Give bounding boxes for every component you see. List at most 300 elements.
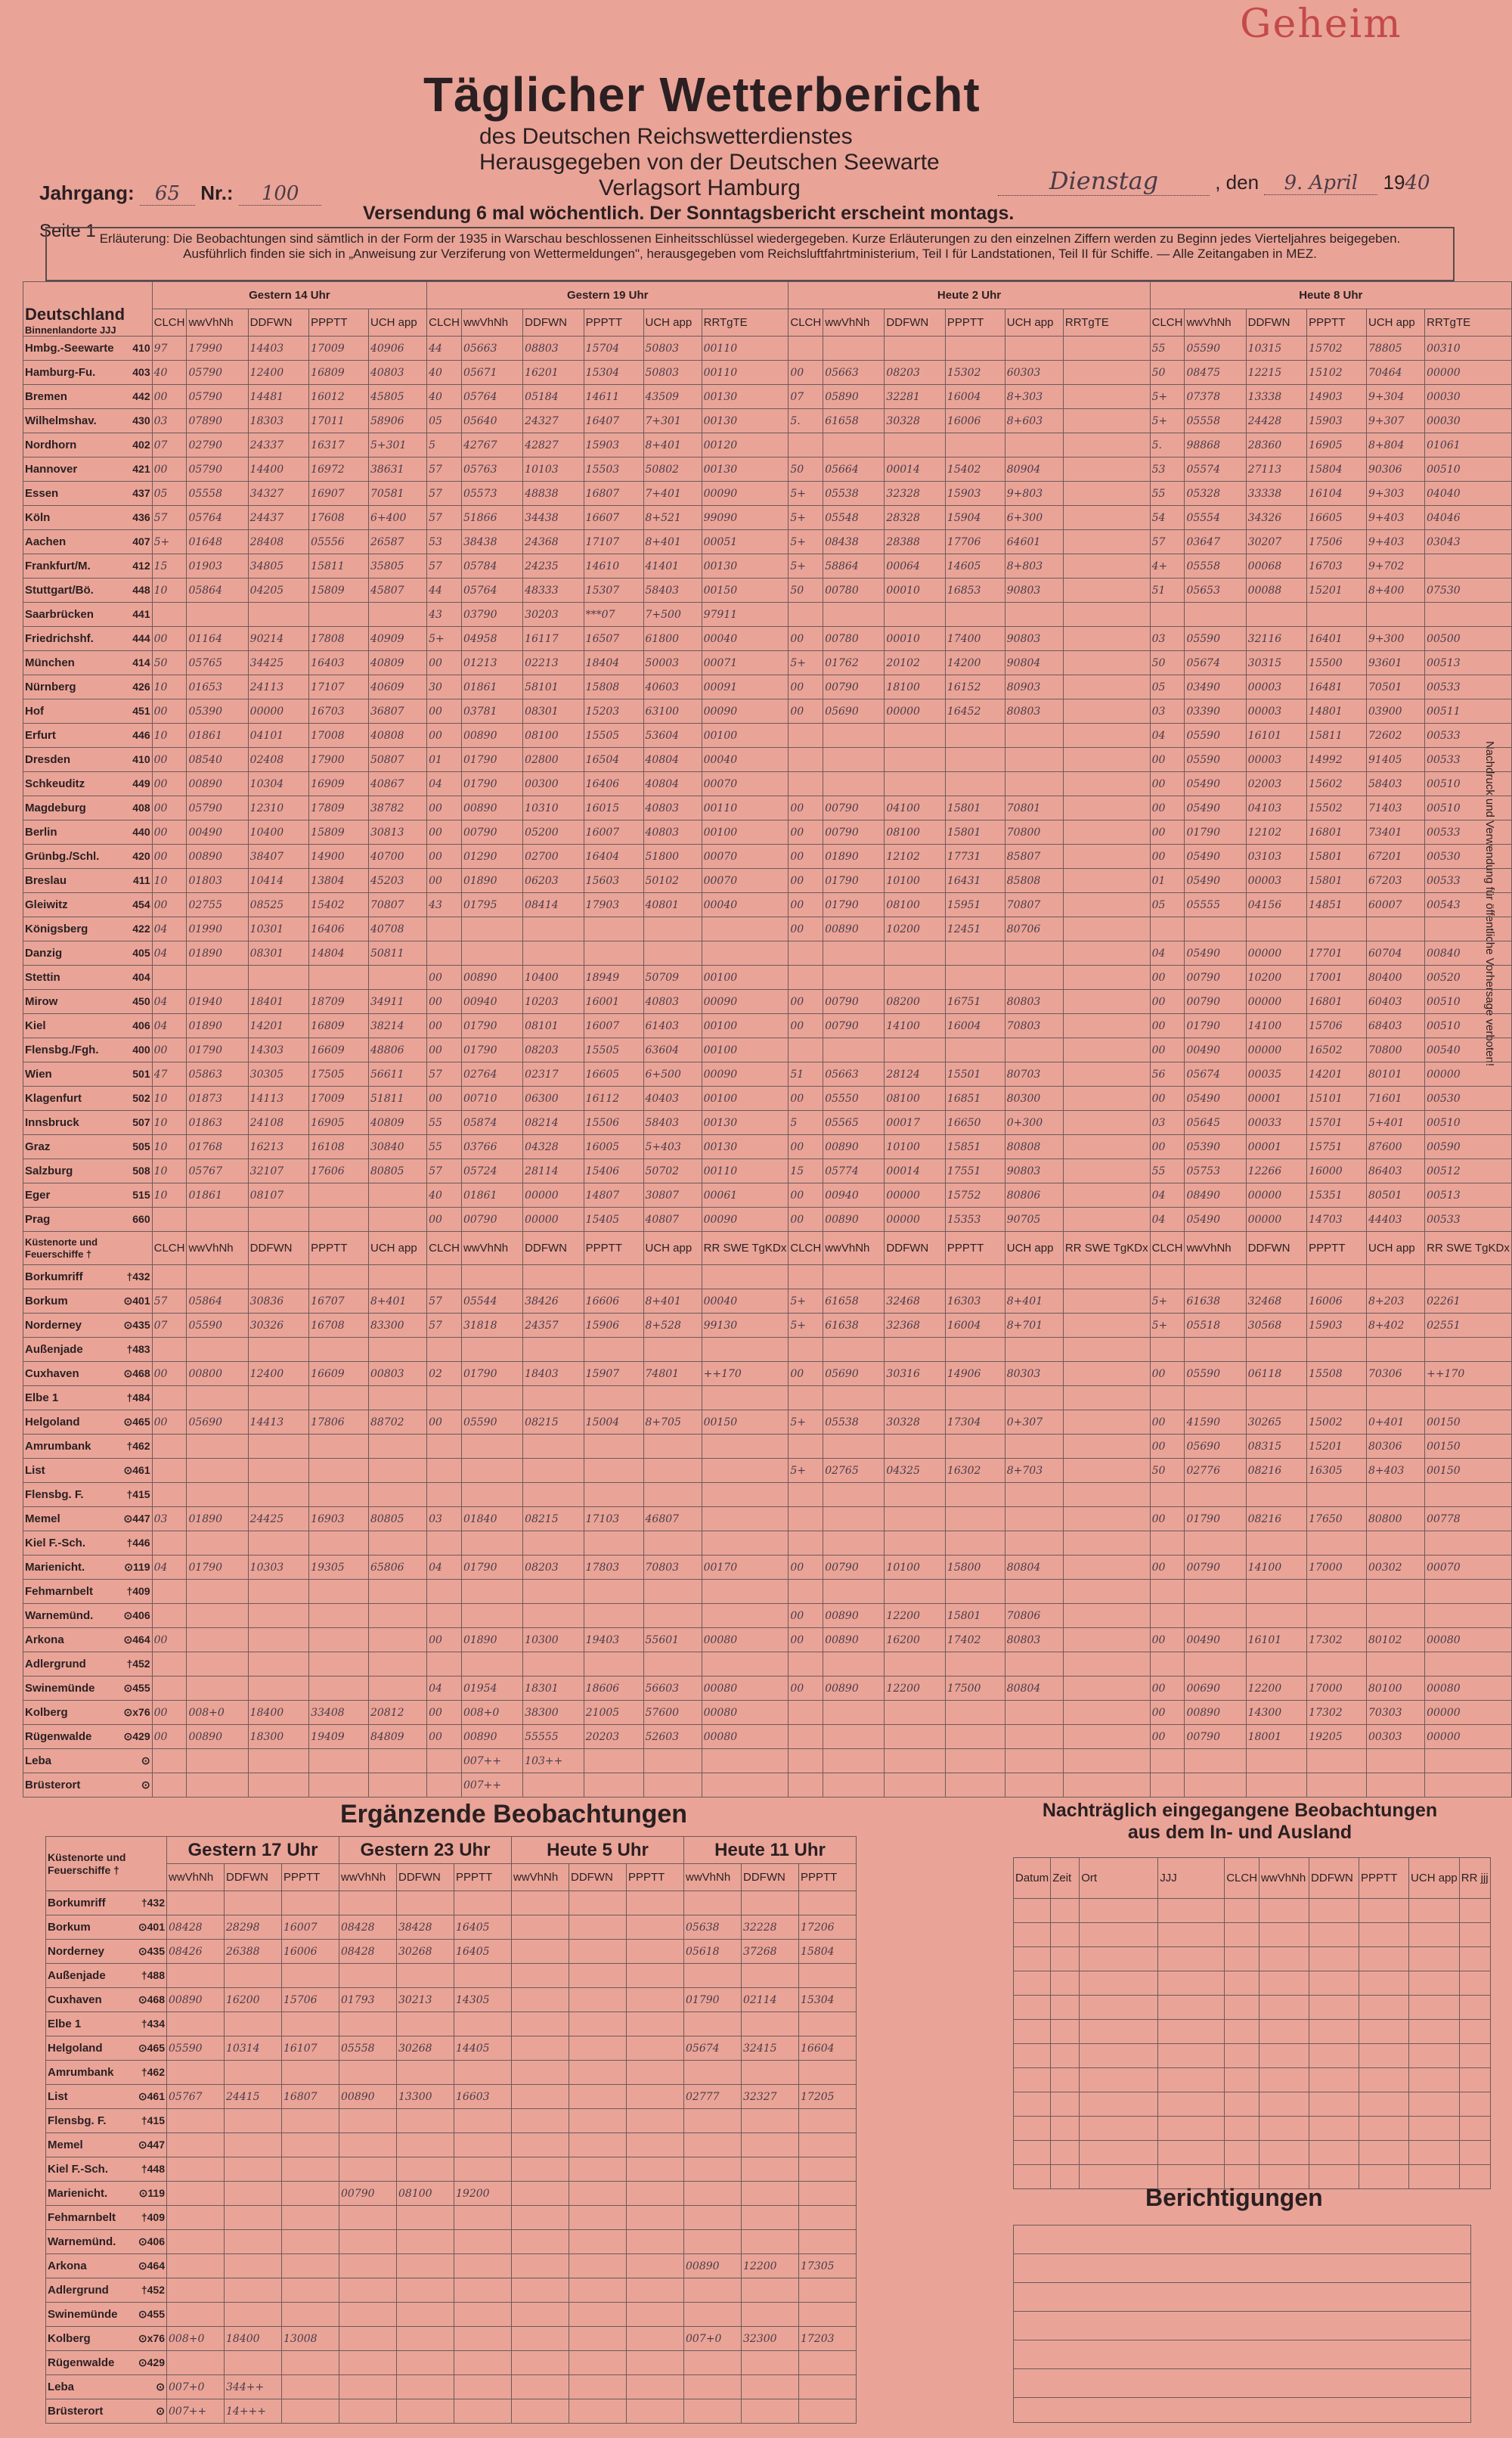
station-name-cell — [23, 1580, 153, 1604]
obs-cell: 14201 — [248, 1014, 308, 1038]
late-cell — [1309, 1971, 1359, 1996]
station-code: 421 — [132, 463, 150, 475]
obs-cell: 30836 — [248, 1289, 308, 1314]
obs-cell — [789, 724, 823, 748]
obs-cell — [1005, 1265, 1063, 1289]
obs-cell: 00890 — [187, 845, 248, 869]
supp-station-row — [46, 2230, 857, 2254]
obs-cell: 86403 — [1367, 1159, 1425, 1183]
station-name: Aachen — [25, 535, 67, 548]
obs-cell: 5+301 — [369, 433, 427, 458]
obs-cell: 00150 — [1425, 1459, 1512, 1483]
supp-station-name: Kiel F.-Sch. — [48, 2163, 109, 2176]
obs-cell: 80904 — [1005, 458, 1063, 482]
station-name-cell — [23, 482, 153, 506]
supp-obs-cell — [684, 1964, 742, 1988]
obs-cell: 16502 — [1307, 1038, 1367, 1062]
main-col-header: CLCH — [152, 309, 187, 337]
obs-cell: 9+304 — [1367, 385, 1425, 409]
obs-cell — [643, 1604, 702, 1628]
obs-cell: 9+403 — [1367, 530, 1425, 554]
obs-cell: 103++ — [523, 1749, 584, 1773]
obs-cell: 35805 — [369, 554, 427, 578]
supp-obs-cell: 05674 — [684, 2036, 742, 2061]
obs-cell — [1063, 1062, 1150, 1087]
station-row — [23, 409, 1512, 433]
obs-cell: 00080 — [1425, 1677, 1512, 1701]
supp-obs-cell — [512, 2206, 569, 2230]
obs-cell: 24425 — [248, 1507, 308, 1531]
obs-cell: 40809 — [369, 1111, 427, 1135]
obs-cell: 00533 — [1425, 1208, 1512, 1232]
obs-cell: 00 — [789, 820, 823, 845]
obs-cell: 16302 — [945, 1459, 1005, 1483]
supp-obs-cell: 16405 — [454, 1915, 512, 1940]
obs-cell: 8+701 — [1005, 1314, 1063, 1338]
obs-cell: 8+703 — [1005, 1459, 1063, 1483]
obs-cell: 05764 — [461, 385, 522, 409]
station-row — [23, 1265, 1512, 1289]
supp-station-name-cell — [46, 2182, 167, 2206]
obs-cell — [823, 1580, 885, 1604]
supp-obs-cell: 16603 — [454, 2085, 512, 2109]
station-name: Dresden — [25, 753, 71, 766]
obs-cell: 10304 — [248, 772, 308, 796]
supp-obs-cell — [799, 2303, 857, 2327]
obs-cell: 00 — [1150, 1701, 1185, 1725]
obs-cell: 00 — [1150, 1038, 1185, 1062]
late-cell — [1158, 1923, 1225, 1947]
supp-obs-cell — [684, 1891, 742, 1915]
obs-cell — [369, 1604, 427, 1628]
supp-obs-cell — [512, 2085, 569, 2109]
coast-col-header: PPPTT — [584, 1232, 643, 1265]
supp-obs-cell: 007+0 — [167, 2375, 225, 2399]
late-obs-title-1: Nachträglich eingegangene Beobachtungen — [1042, 1800, 1438, 1821]
station-name-cell — [23, 1725, 153, 1749]
obs-cell: 00 — [152, 458, 187, 482]
obs-cell: 05558 — [1185, 409, 1246, 433]
obs-cell: 00000 — [1425, 361, 1512, 385]
obs-cell: 15704 — [584, 337, 643, 361]
obs-cell: 15201 — [1307, 578, 1367, 603]
obs-cell: 57 — [427, 1159, 462, 1183]
obs-cell: 04 — [1150, 724, 1185, 748]
supp-obs-cell: 16107 — [282, 2036, 339, 2061]
station-row — [23, 796, 1512, 820]
obs-cell: 15203 — [584, 699, 643, 724]
obs-cell: 45203 — [369, 869, 427, 893]
station-code: 414 — [132, 656, 150, 668]
main-col-header: CLCH — [427, 309, 462, 337]
obs-cell — [1063, 1289, 1150, 1314]
obs-cell: 17806 — [309, 1410, 369, 1435]
supp-obs-cell — [397, 2206, 454, 2230]
supp-obs-cell — [339, 2061, 397, 2085]
late-cell — [1014, 2141, 1051, 2165]
station-name-cell — [23, 990, 153, 1014]
obs-cell: 08438 — [823, 530, 885, 554]
station-code: 442 — [132, 390, 150, 402]
supp-col-header: PPPTT — [454, 1864, 512, 1891]
obs-cell: 74801 — [643, 1362, 702, 1386]
station-name: Bremen — [25, 390, 67, 403]
obs-cell: 00510 — [1425, 1014, 1512, 1038]
late-cell — [1225, 1971, 1259, 1996]
obs-cell — [1307, 1773, 1367, 1797]
obs-cell: 01790 — [1185, 1507, 1246, 1531]
supp-obs-cell — [454, 2157, 512, 2182]
jahrgang-row — [39, 181, 321, 205]
obs-cell — [1063, 554, 1150, 578]
late-cell — [1080, 2117, 1158, 2141]
obs-cell: 00790 — [823, 1556, 885, 1580]
obs-cell: 80803 — [1005, 1628, 1063, 1652]
station-code: 440 — [132, 826, 150, 838]
obs-cell — [187, 1338, 248, 1362]
obs-cell: 00000 — [1246, 1183, 1306, 1208]
obs-cell — [152, 1580, 187, 1604]
supp-station-name: Swinemünde — [48, 2308, 118, 2321]
obs-cell: 17650 — [1307, 1507, 1367, 1531]
obs-cell — [1246, 1531, 1306, 1556]
late-cell — [1459, 2117, 1490, 2141]
obs-cell: 00 — [789, 1604, 823, 1628]
obs-cell: 05 — [1150, 893, 1185, 917]
obs-cell — [702, 1435, 789, 1459]
obs-cell: 80306 — [1367, 1435, 1425, 1459]
obs-cell: 80800 — [1367, 1507, 1425, 1531]
station-code: ⊙119 — [124, 1561, 150, 1573]
obs-cell — [523, 1580, 584, 1604]
late-cell — [1459, 1996, 1490, 2020]
obs-cell: 00778 — [1425, 1507, 1512, 1531]
obs-cell: 05764 — [461, 578, 522, 603]
supp-station-name: List — [48, 2090, 68, 2103]
obs-cell: 38782 — [369, 796, 427, 820]
obs-cell: 00790 — [823, 1014, 885, 1038]
obs-cell: 00090 — [702, 482, 789, 506]
obs-cell — [1367, 1652, 1425, 1677]
obs-cell — [1185, 603, 1246, 627]
late-col-header: Ort — [1080, 1858, 1158, 1899]
obs-cell — [369, 1580, 427, 1604]
station-code: †415 — [126, 1488, 150, 1500]
obs-cell: 17000 — [1307, 1556, 1367, 1580]
obs-cell — [823, 337, 885, 361]
supp-obs-cell — [454, 2109, 512, 2133]
supp-obs-cell — [684, 2351, 742, 2375]
obs-cell: 70464 — [1367, 361, 1425, 385]
supp-obs-cell — [167, 2061, 225, 2085]
obs-cell — [945, 1701, 1005, 1725]
obs-cell: 00000 — [1246, 990, 1306, 1014]
station-name: Hof — [25, 705, 44, 718]
obs-cell — [427, 1265, 462, 1289]
obs-cell: 08475 — [1185, 361, 1246, 385]
obs-cell: 00 — [427, 990, 462, 1014]
obs-cell — [885, 941, 945, 966]
supp-obs-cell — [627, 2157, 684, 2182]
obs-cell — [643, 941, 702, 966]
obs-cell: 17302 — [1307, 1701, 1367, 1725]
obs-cell: 64601 — [1005, 530, 1063, 554]
obs-cell — [584, 1338, 643, 1362]
obs-cell: 38407 — [248, 845, 308, 869]
obs-cell: 15508 — [1307, 1362, 1367, 1386]
station-row — [23, 1507, 1512, 1531]
obs-cell — [584, 1749, 643, 1773]
supp-obs-cell — [339, 2375, 397, 2399]
obs-cell — [309, 1338, 369, 1362]
late-cell — [1158, 1947, 1225, 1971]
supp-obs-cell — [569, 2351, 627, 2375]
late-col-header: CLCH — [1225, 1858, 1259, 1899]
supp-obs-cell: 08428 — [339, 1940, 397, 1964]
supp-obs-cell: 007++ — [167, 2399, 225, 2424]
obs-cell: 30203 — [523, 603, 584, 627]
obs-cell: 00890 — [823, 1135, 885, 1159]
obs-cell: 15 — [152, 554, 187, 578]
supp-station-name: Norderney — [48, 1945, 105, 1958]
supp-obs-cell — [742, 2278, 799, 2303]
supp-obs-cell — [627, 1891, 684, 1915]
station-name: Schkeuditz — [25, 777, 85, 790]
obs-cell: 47 — [152, 1062, 187, 1087]
obs-cell: 00780 — [823, 627, 885, 651]
station-row — [23, 1183, 1512, 1208]
station-name-cell — [23, 917, 153, 941]
obs-cell: 60403 — [1367, 990, 1425, 1014]
obs-cell — [1063, 917, 1150, 941]
obs-cell — [152, 1604, 187, 1628]
supp-obs-cell — [569, 2375, 627, 2399]
obs-cell: 16605 — [1307, 506, 1367, 530]
supplement-title: Ergänzende Beobachtungen — [340, 1800, 688, 1828]
obs-cell — [369, 1265, 427, 1289]
obs-cell: 40403 — [643, 1087, 702, 1111]
supp-obs-cell — [167, 2351, 225, 2375]
late-cell — [1225, 2044, 1259, 2068]
obs-cell — [187, 1265, 248, 1289]
obs-cell: 00 — [427, 1725, 462, 1749]
obs-cell: 15201 — [1307, 1435, 1367, 1459]
obs-cell: 97 — [152, 337, 187, 361]
obs-cell: 05550 — [823, 1087, 885, 1111]
obs-cell: 00090 — [702, 699, 789, 724]
station-row — [23, 1410, 1512, 1435]
station-name-cell — [23, 748, 153, 772]
supp-obs-cell — [339, 2327, 397, 2351]
obs-cell — [885, 1338, 945, 1362]
obs-cell: 03103 — [1246, 845, 1306, 869]
obs-cell — [1063, 409, 1150, 433]
obs-cell — [1005, 1531, 1063, 1556]
station-row — [23, 1338, 1512, 1362]
supp-obs-cell — [684, 2012, 742, 2036]
supp-obs-cell: 08100 — [397, 2182, 454, 2206]
obs-cell: 16504 — [584, 748, 643, 772]
late-cell — [1014, 2165, 1051, 2189]
obs-cell: 40803 — [643, 990, 702, 1014]
obs-cell: 16972 — [309, 458, 369, 482]
obs-cell — [152, 1483, 187, 1507]
obs-cell: 41590 — [1185, 1410, 1246, 1435]
obs-cell: 48333 — [523, 578, 584, 603]
obs-cell: 24437 — [248, 506, 308, 530]
supp-station-name: Amrumbank — [48, 2066, 114, 2079]
supp-obs-cell — [397, 2399, 454, 2424]
obs-cell: 00510 — [1425, 458, 1512, 482]
obs-cell: 00940 — [461, 990, 522, 1014]
obs-cell — [152, 1677, 187, 1701]
supp-station-code: ⊙429 — [138, 2356, 165, 2368]
supp-obs-cell — [282, 2157, 339, 2182]
obs-cell: 03043 — [1425, 530, 1512, 554]
obs-cell: 00 — [427, 1038, 462, 1062]
supp-obs-cell — [742, 2109, 799, 2133]
obs-cell: 16006 — [1307, 1289, 1367, 1314]
obs-cell — [461, 917, 522, 941]
obs-cell — [248, 1208, 308, 1232]
obs-cell: 00120 — [702, 433, 789, 458]
obs-cell: 00790 — [823, 796, 885, 820]
obs-cell — [1005, 1338, 1063, 1362]
obs-cell — [885, 724, 945, 748]
obs-cell: 00 — [1150, 772, 1185, 796]
obs-cell: 8+401 — [643, 530, 702, 554]
obs-cell — [823, 941, 885, 966]
obs-cell: 5+ — [789, 651, 823, 675]
supp-obs-cell — [454, 2133, 512, 2157]
supp-section-heute-5: Heute 5 Uhr — [512, 1837, 684, 1864]
obs-cell: 38300 — [523, 1701, 584, 1725]
obs-cell — [461, 1265, 522, 1289]
obs-cell: 17302 — [1307, 1628, 1367, 1652]
obs-cell: 17606 — [309, 1159, 369, 1183]
station-row — [23, 1773, 1512, 1797]
obs-cell — [1063, 361, 1150, 385]
supp-obs-cell — [225, 2351, 282, 2375]
station-code: 406 — [132, 1019, 150, 1031]
obs-cell — [248, 1483, 308, 1507]
obs-cell: 18949 — [584, 966, 643, 990]
obs-cell: 00040 — [702, 893, 789, 917]
supp-obs-cell: 24415 — [225, 2085, 282, 2109]
supp-obs-cell — [627, 1915, 684, 1940]
obs-cell — [1185, 1773, 1246, 1797]
obs-cell — [789, 1507, 823, 1531]
obs-cell: 05663 — [823, 361, 885, 385]
station-row — [23, 1531, 1512, 1556]
station-row — [23, 433, 1512, 458]
obs-cell: 40 — [152, 361, 187, 385]
side-note: Nachdruck und Verwendung für öffentliche Vorhersage verboten! — [1483, 741, 1496, 1067]
obs-cell — [885, 1701, 945, 1725]
station-code: 451 — [132, 705, 150, 717]
supp-station-code: ⊙119 — [138, 2187, 165, 2199]
obs-cell: 8+401 — [643, 433, 702, 458]
obs-cell: 55555 — [523, 1725, 584, 1749]
obs-cell — [248, 1435, 308, 1459]
supp-obs-cell: 28298 — [225, 1915, 282, 1940]
obs-cell: 15702 — [1307, 337, 1367, 361]
obs-cell: 00 — [1150, 1362, 1185, 1386]
obs-cell — [584, 1435, 643, 1459]
obs-cell — [945, 1338, 1005, 1362]
station-code: †483 — [126, 1343, 150, 1355]
supp-obs-cell — [512, 2303, 569, 2327]
obs-cell: 00890 — [823, 917, 885, 941]
obs-cell: 00064 — [885, 554, 945, 578]
obs-cell: 04328 — [523, 1135, 584, 1159]
obs-cell: 9+403 — [1367, 506, 1425, 530]
obs-cell: 00110 — [702, 337, 789, 361]
obs-cell — [702, 1386, 789, 1410]
obs-cell: 5+ — [789, 1289, 823, 1314]
supp-obs-cell — [512, 2133, 569, 2157]
supp-obs-cell: 26388 — [225, 1940, 282, 1964]
obs-cell — [1063, 1038, 1150, 1062]
supp-obs-cell — [454, 1964, 512, 1988]
obs-cell: 08100 — [885, 893, 945, 917]
obs-cell: 17900 — [309, 748, 369, 772]
obs-cell: 00030 — [1425, 409, 1512, 433]
obs-cell: 9+300 — [1367, 627, 1425, 651]
obs-cell — [248, 966, 308, 990]
station-name: Saarbrücken — [25, 608, 94, 621]
obs-cell: 00070 — [702, 772, 789, 796]
supp-obs-cell — [799, 2061, 857, 2085]
supp-station-name-cell — [46, 2278, 167, 2303]
obs-cell: 03390 — [1185, 699, 1246, 724]
obs-cell — [885, 1773, 945, 1797]
obs-cell: 14992 — [1307, 748, 1367, 772]
obs-cell: 55 — [427, 1135, 462, 1159]
obs-cell: 00 — [427, 845, 462, 869]
obs-cell: 00 — [789, 1183, 823, 1208]
supp-obs-cell — [454, 2254, 512, 2278]
supp-col-header: DDFWN — [397, 1864, 454, 1891]
late-col-header: JJJ — [1158, 1858, 1225, 1899]
obs-cell — [1063, 1435, 1150, 1459]
obs-cell: 15903 — [1307, 1314, 1367, 1338]
obs-cell — [1185, 1265, 1246, 1289]
obs-cell: 00790 — [461, 820, 522, 845]
obs-cell — [187, 1604, 248, 1628]
station-row — [23, 1087, 1512, 1111]
obs-cell — [1150, 1338, 1185, 1362]
obs-cell: 17011 — [309, 409, 369, 433]
obs-cell: 00 — [427, 1701, 462, 1725]
obs-cell: 15906 — [584, 1314, 643, 1338]
obs-cell: 58906 — [369, 409, 427, 433]
late-cell — [1158, 1996, 1225, 2020]
obs-cell — [1246, 1338, 1306, 1362]
station-row — [23, 748, 1512, 772]
supp-obs-cell — [339, 1964, 397, 1988]
supp-obs-cell — [512, 2230, 569, 2254]
supp-obs-cell — [397, 2061, 454, 2085]
late-cell — [1409, 1996, 1460, 2020]
obs-cell: 70807 — [369, 893, 427, 917]
obs-cell: 02700 — [523, 845, 584, 869]
supp-obs-cell — [742, 2303, 799, 2327]
obs-cell: 26587 — [369, 530, 427, 554]
header-line-2: Herausgegeben von der Deutschen Seewarte — [479, 150, 940, 175]
station-row — [23, 1628, 1512, 1652]
station-row — [23, 554, 1512, 578]
